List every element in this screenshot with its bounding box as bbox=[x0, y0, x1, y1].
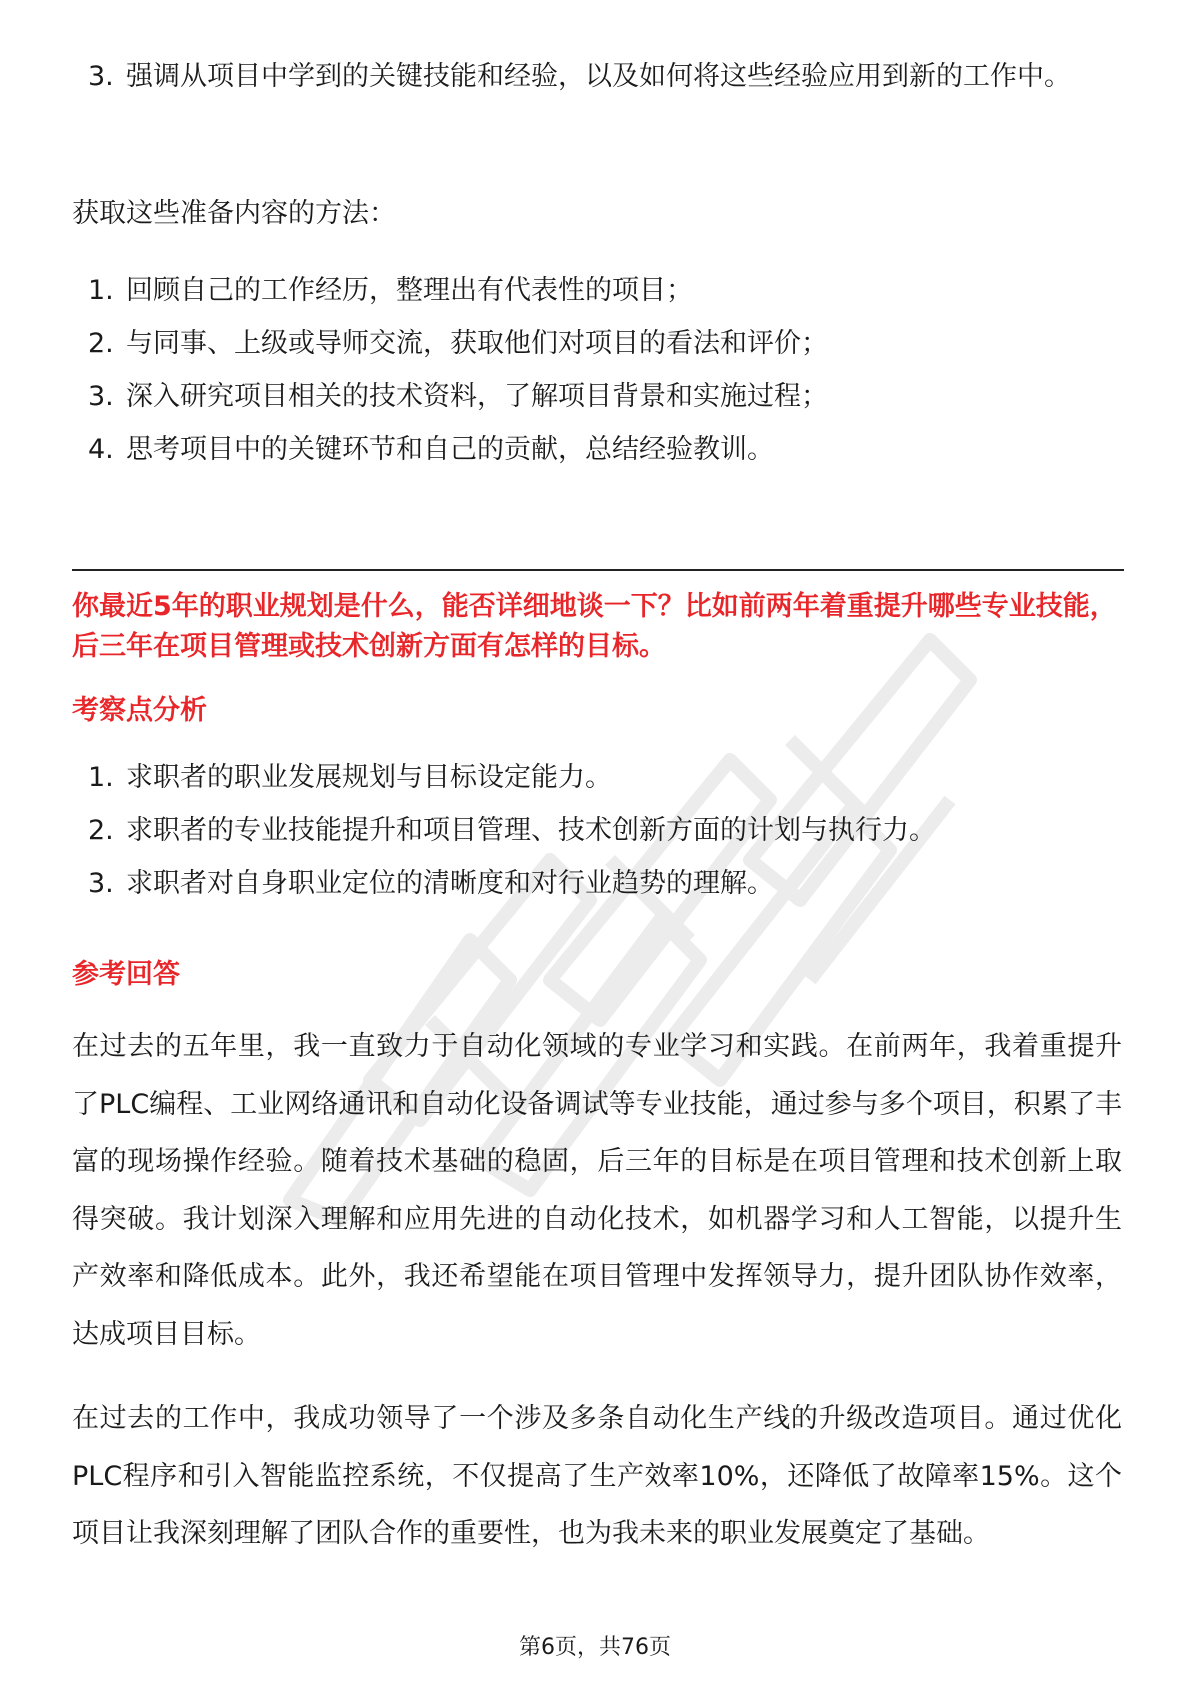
list-item bbox=[72, 423, 1122, 476]
list-text: 求职者的职业发展规划与目标设定能力。 bbox=[126, 762, 612, 793]
list-item bbox=[72, 317, 1122, 370]
list-item bbox=[72, 751, 1122, 804]
list-text: 求职者的专业技能提升和项目管理、技术创新方面的计划与执行力。 bbox=[126, 815, 936, 846]
list-number: 2. bbox=[88, 815, 114, 846]
list-number: 1. bbox=[88, 762, 114, 793]
list-item bbox=[72, 48, 1122, 105]
list-item bbox=[72, 857, 1122, 910]
list-number: 1. bbox=[88, 275, 114, 306]
top-list bbox=[72, 48, 1122, 105]
list-text: 深入研究项目相关的技术资料，了解项目背景和实施过程； bbox=[126, 381, 828, 412]
list-number: 4. bbox=[88, 434, 114, 465]
list-number: 3. bbox=[88, 868, 114, 899]
analysis-heading: 考察点分析 bbox=[72, 695, 207, 726]
question-title: 你最近5年的职业规划是什么，能否详细地谈一下？比如前两年着重提升哪些专业技能，后三年在项目管理或技术创新方面有怎样的目标。 bbox=[72, 591, 1117, 662]
analysis-list bbox=[72, 751, 1122, 910]
list-text: 回顾自己的工作经历，整理出有代表性的项目； bbox=[126, 275, 693, 306]
list-text: 求职者对自身职业定位的清晰度和对行业趋势的理解。 bbox=[126, 868, 774, 899]
page-number: 第6页，共76页 bbox=[519, 1635, 671, 1660]
list-item bbox=[72, 370, 1122, 423]
methods-list bbox=[72, 264, 1122, 476]
answer-paragraph-1: 在过去的五年里，我一直致力于自动化领域的专业学习和实践。在前两年，我着重提升了PLC编程、工业网络通讯和自动化设备调试等专业技能，通过参与多个项目，积累了丰富的现场操作经验。随着技术基础的稳固，后三年的目标是在项目管理和技术创新上取得突破。我计划深入理解和应用先进的自动化技术，如机器学习和人工智能，以提升生产效率和降低成本。此外，我还希望能在项目管理中发挥领导力，提升团队协作效率，达成项目目标。 bbox=[72, 1031, 1122, 1350]
list-item bbox=[72, 264, 1122, 317]
list-item bbox=[72, 804, 1122, 857]
list-number: 2. bbox=[88, 328, 114, 359]
list-text: 思考项目中的关键环节和自己的贡献，总结经验教训。 bbox=[126, 434, 774, 465]
list-number: 3. bbox=[88, 61, 114, 92]
answer-heading: 参考回答 bbox=[72, 959, 180, 990]
section-divider bbox=[72, 569, 1124, 571]
list-text: 强调从项目中学到的关键技能和经验，以及如何将这些经验应用到新的工作中。 bbox=[126, 61, 1071, 92]
list-number: 3. bbox=[88, 381, 114, 412]
answer-paragraph-2: 在过去的工作中，我成功领导了一个涉及多条自动化生产线的升级改造项目。通过优化PLC程序和引入智能监控系统，不仅提高了生产效率10%，还降低了故障率15%。这个项目让我深刻理解了团队合作的重要性，也为我未来的职业发展奠定了基础。 bbox=[72, 1403, 1122, 1549]
list-text: 与同事、上级或导师交流，获取他们对项目的看法和评价； bbox=[126, 328, 828, 359]
methods-heading: 获取这些准备内容的方法： bbox=[72, 198, 396, 229]
